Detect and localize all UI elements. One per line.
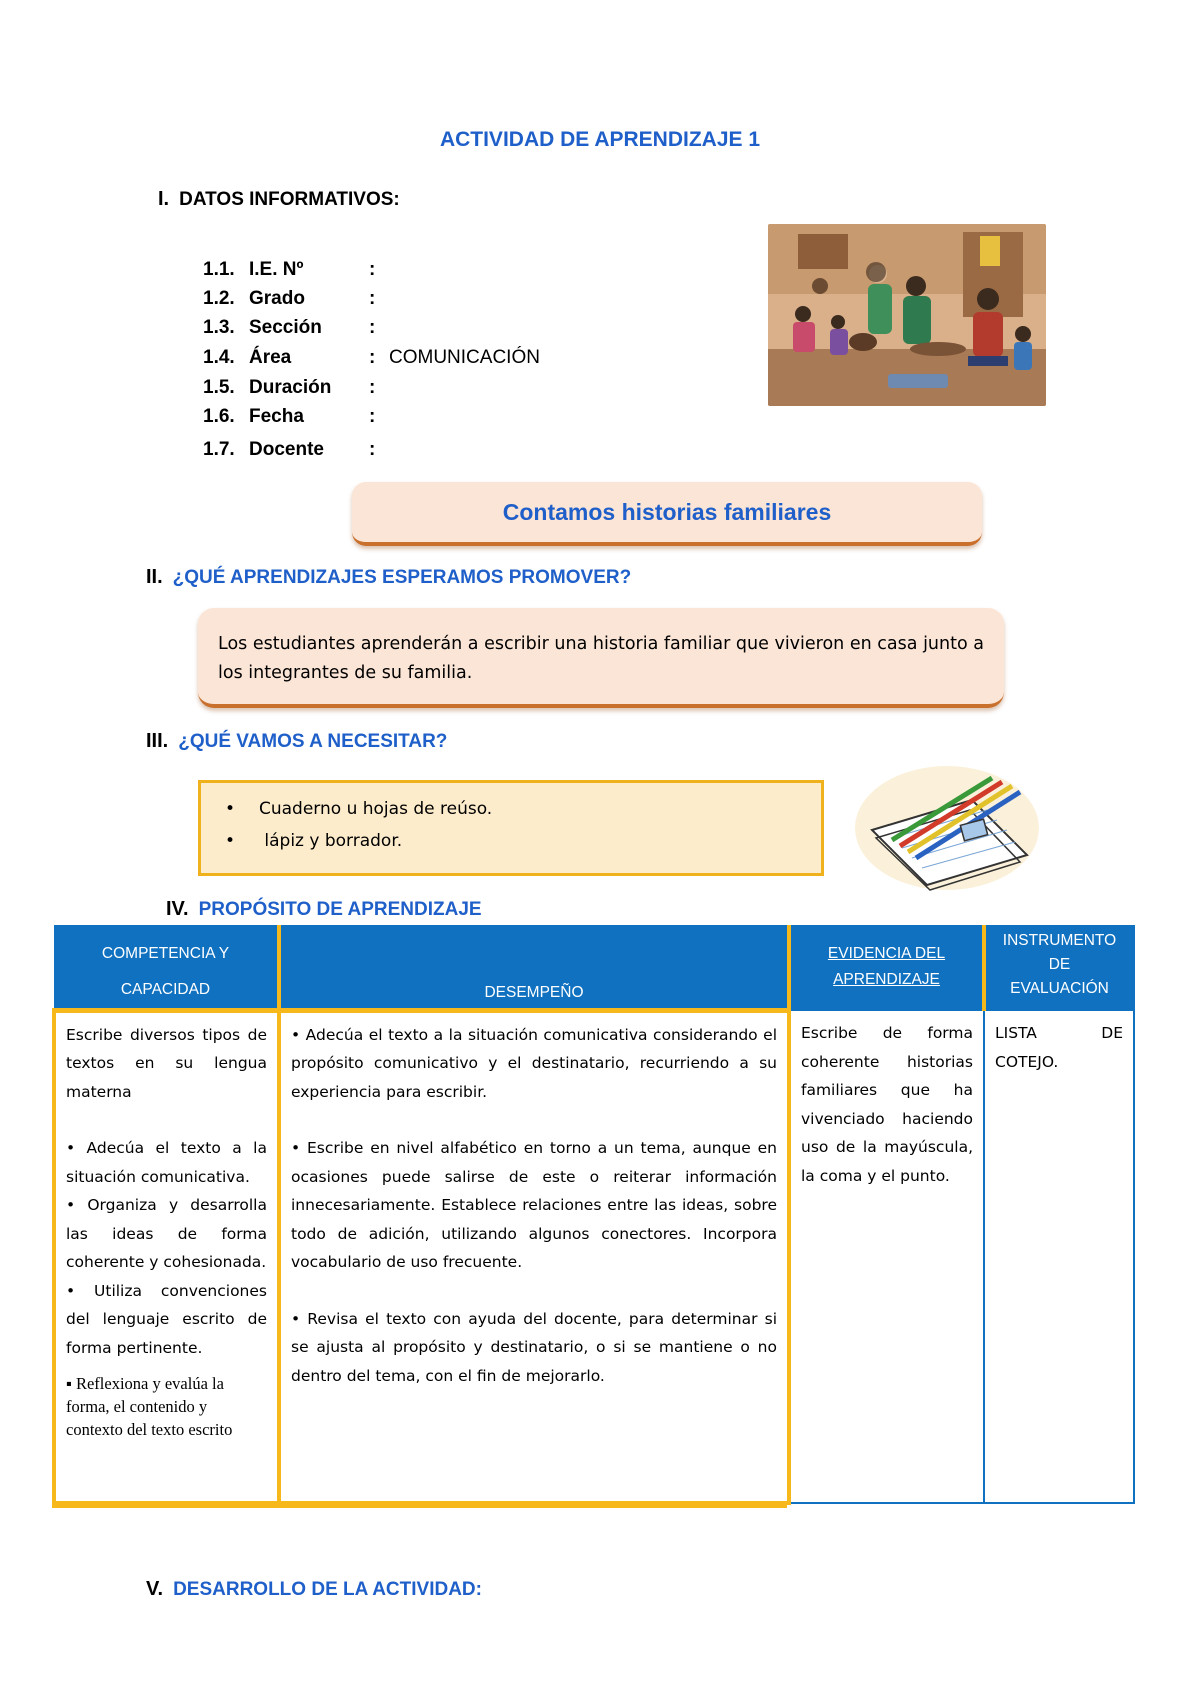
header-competencia-line1: COMPETENCIA Y xyxy=(101,944,230,962)
header-evidencia xyxy=(789,925,984,1010)
info-number: 1.5. xyxy=(203,377,235,398)
info-colon: : xyxy=(369,406,376,427)
capacidad-item: • Organiza y desarrolla las ideas de forma coherente y cohesionada. xyxy=(66,1196,267,1271)
cell-evidencia xyxy=(789,1010,984,1503)
info-colon: : xyxy=(369,347,376,368)
info-colon: : xyxy=(369,288,376,309)
section-5-heading xyxy=(146,1578,482,1601)
info-label: Sección xyxy=(249,317,322,338)
capacidad-reflexion: ▪ Reflexiona y evalúa la forma, el contenido y contexto del texto escrito xyxy=(66,1374,233,1439)
info-label: Fecha xyxy=(249,406,304,427)
capacidad-item: • Adecúa el texto a la situación comunicativa. xyxy=(66,1139,267,1186)
section-5-title: DESARROLLO DE LA ACTIVIDAD: xyxy=(173,1579,482,1600)
section-3-title: ¿QUÉ VAMOS A NECESITAR? xyxy=(178,731,448,752)
info-colon: : xyxy=(369,317,376,338)
notebook-pencils-illustration xyxy=(852,760,1042,896)
table-header-row xyxy=(54,925,1134,1010)
info-label: Duración xyxy=(249,377,332,398)
header-instrumento-line2: DE xyxy=(1048,956,1071,973)
activity-title-banner: Contamos historias familiares xyxy=(352,482,982,546)
section-5-number: V. xyxy=(146,1578,164,1600)
section-3-number: III. xyxy=(146,730,169,752)
info-label: Docente xyxy=(249,439,324,460)
header-desempeno: DESEMPEÑO xyxy=(279,925,789,1010)
info-colon: : xyxy=(369,377,376,398)
learning-description-box xyxy=(198,608,1004,708)
header-instrumento xyxy=(984,925,1134,1010)
info-label: Área xyxy=(249,347,292,368)
material-item: • lápiz y borrador. xyxy=(225,825,821,857)
header-evidencia-line1: EVIDENCIA DEL xyxy=(827,945,946,962)
desempeno-item: • Revisa el texto con ayuda del docente, para determinar si se ajusta al propósito y destinatario, o si se mantiene o no dentro del tema, con el fin de mejorarlo. xyxy=(291,1309,777,1385)
competencia-text: Escribe diversos tipos de textos en su lengua materna xyxy=(66,1025,267,1101)
header-evidencia-line2: APRENDIZAJE xyxy=(833,971,940,988)
material-item: • Cuaderno u hojas de reúso. xyxy=(225,793,821,825)
section-3-heading xyxy=(146,730,447,753)
header-competencia-line2: CAPACIDAD xyxy=(120,980,211,998)
info-colon: : xyxy=(369,439,376,460)
materials-list xyxy=(225,793,821,857)
cell-instrumento xyxy=(984,1010,1134,1503)
section-4-title: PROPÓSITO DE APRENDIZAJE xyxy=(198,899,482,920)
info-number: 1.2. xyxy=(203,288,235,309)
section-1-title: DATOS INFORMATIVOS: xyxy=(179,189,400,210)
cell-desempeno xyxy=(279,1010,789,1503)
info-value: COMUNICACIÓN xyxy=(389,347,540,368)
header-competencia xyxy=(54,925,279,1010)
section-1-heading xyxy=(158,188,400,211)
info-number: 1.7. xyxy=(203,439,235,460)
section-1-number: I. xyxy=(158,188,170,210)
desempeno-item: • Adecúa el texto a la situación comunicativa considerando el propósito comunicativo y el destinatario, recurriendo a su experiencia para escribir. xyxy=(291,1025,777,1101)
document-title: ACTIVIDAD DE APRENDIZAJE 1 xyxy=(439,128,761,151)
info-colon: : xyxy=(369,259,376,280)
evidencia-text: Escribe de forma coherente historias familiares que ha vivenciado haciendo uso de la mayúscula, la coma y el punto. xyxy=(801,1024,973,1185)
section-2-title: ¿QUÉ APRENDIZAJES ESPERAMOS PROMOVER? xyxy=(172,567,632,588)
info-number: 1.1. xyxy=(203,259,235,280)
learning-description: Los estudiantes aprenderán a escribir una historia familiar que vivieron en casa junto a los integrantes de su familia. xyxy=(218,634,984,683)
section-4-number: IV. xyxy=(166,898,189,920)
instrumento-text: LISTA DE COTEJO. xyxy=(995,1024,1123,1071)
learning-purpose-table xyxy=(52,925,1135,1505)
section-2-heading xyxy=(146,566,631,589)
materials-box xyxy=(198,780,824,876)
capacidad-item: • Utiliza convenciones del lenguaje escrito de forma pertinente. xyxy=(66,1281,267,1357)
info-label: Grado xyxy=(249,288,305,309)
info-number: 1.6. xyxy=(203,406,235,427)
table-row xyxy=(54,1010,1134,1503)
info-number: 1.3. xyxy=(203,317,235,338)
header-instrumento-line1: INSTRUMENTO xyxy=(1002,932,1117,949)
table-bottom-rule xyxy=(52,1505,787,1508)
section-4-heading xyxy=(166,898,482,921)
desempeno-item: • Escribe en nivel alfabético en torno a un tema, aunque en ocasiones puede salirse de este o reiterar información innecesariamente. Establece relaciones entre las ideas, sobre todo de adición, utilizando algunos conectores. Incorpora vocabulario de uso frecuente. xyxy=(291,1139,777,1271)
header-instrumento-line3: EVALUACIÓN xyxy=(1010,980,1109,997)
family-illustration xyxy=(768,224,1046,406)
info-label: I.E. Nº xyxy=(249,259,304,280)
cell-competencia xyxy=(54,1010,279,1503)
info-number: 1.4. xyxy=(203,347,235,368)
section-2-number: II. xyxy=(146,566,163,588)
